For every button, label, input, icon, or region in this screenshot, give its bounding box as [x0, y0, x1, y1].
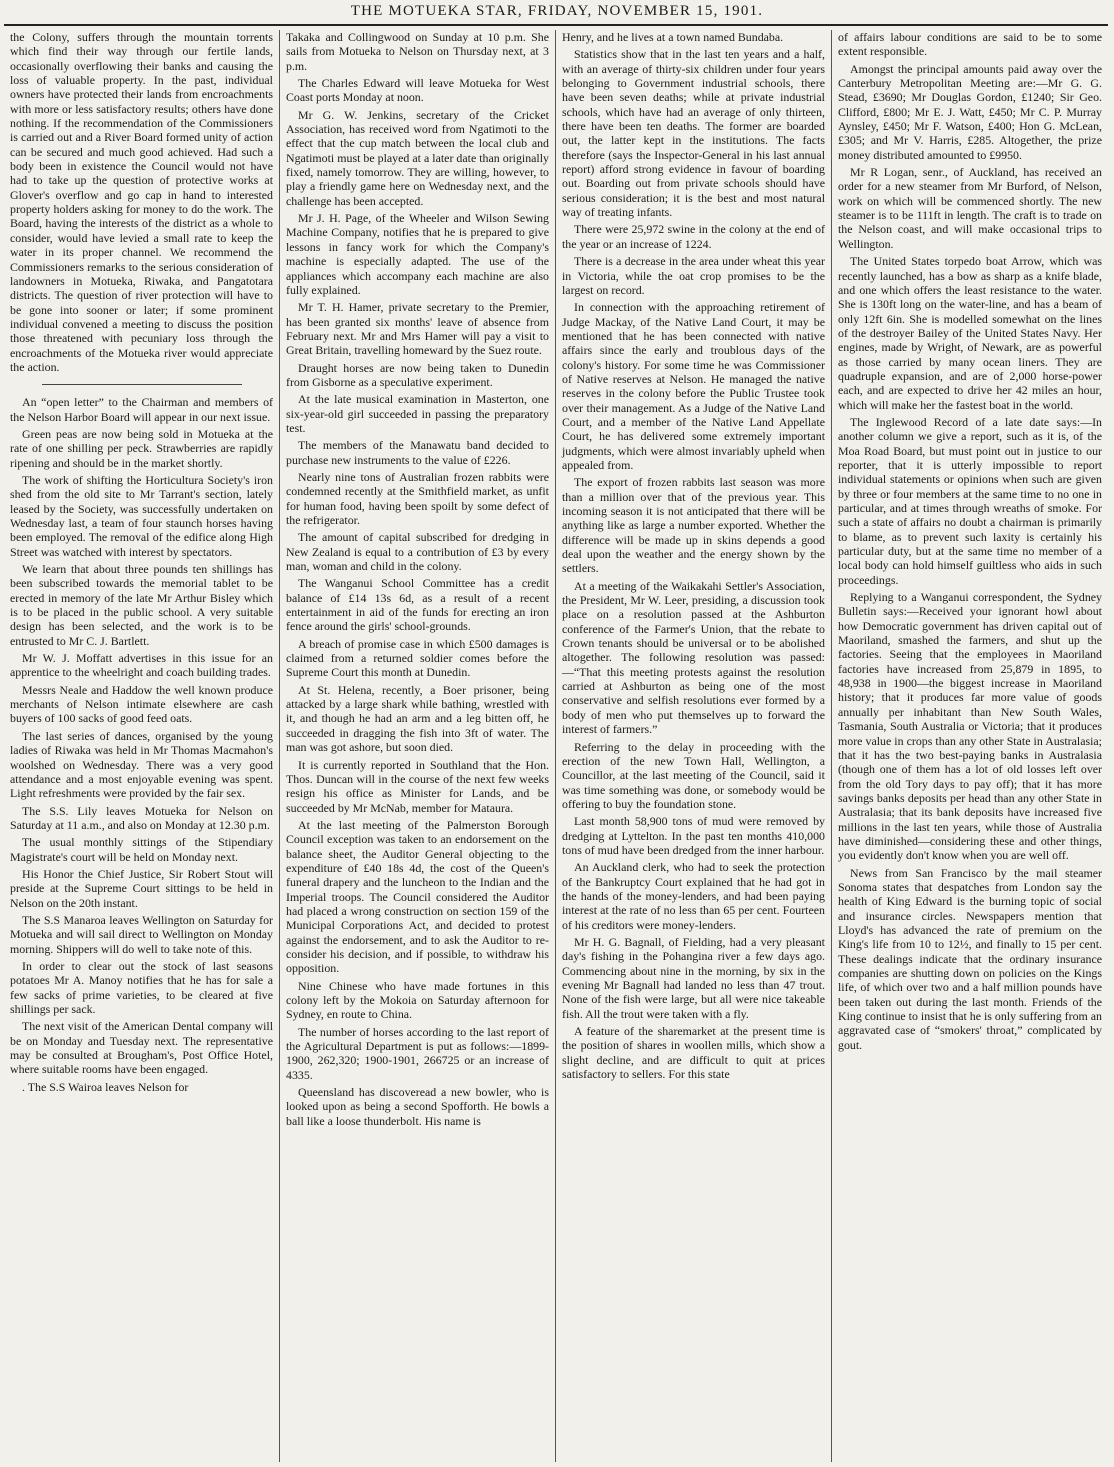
article-paragraph: The amount of capital subscribed for dredging in New Zealand is equal to a contribution of £3 by every man, woman and child in the colony. — [286, 530, 549, 574]
article-paragraph: Mr H. G. Bagnall, of Fielding, had a very pleasant day's fishing in the Pohangina river a few days ago. Commencing about nine in the morning, by six in the evening Mr Bagnall had landed no less than 47 trout. None of the fish were large, but all were nice takeable fish. All the trout were taken with a fly. — [562, 934, 825, 1021]
article-paragraph: Draught horses are now being taken to Dunedin from Gisborne as a speculative experiment. — [286, 360, 549, 389]
article-paragraph: Mr T. H. Hamer, private secretary to the Premier, has been granted six months' leave of absence from February next. Mr and Mrs Hamer will pay a visit to Great Britain, travelling homeward by the Suez route. — [286, 300, 549, 358]
article-paragraph: Statistics show that in the last ten years and a half, with an average of thirty-six children under four years belonging to Government industrial schools, there have been seven deaths; while at private industrial schools, which have had an average of only thirteen, there have been ten deaths. The former are boarded out, the latter kept in the institutions. The facts therefore (says the Inspector-General in his last annual report) afford strong evidence in favour of boarding out. Boarding out from private schools should have serious consideration; it is the best and most natural way of treating infants. — [562, 47, 825, 220]
column-4 — [832, 30, 1108, 1462]
article-paragraph: Mr W. J. Moffatt advertises in this issue for an apprentice to the wheelright and coach building trades. — [10, 651, 273, 680]
article-paragraph: The usual monthly sittings of the Stipendiary Magistrate's court will be held on Monday next. — [10, 835, 273, 864]
article-paragraph: . The S.S Wairoa leaves Nelson for — [22, 1079, 189, 1094]
article-paragraph: Mr J. H. Page, of the Wheeler and Wilson Sewing Machine Company, notifies that he is prepared to give lessons in fancy work for which the Company's machine is especially adapted. The use of the appliances which accompany each machine are also fully explained. — [286, 211, 549, 297]
article-paragraph: Takaka and Collingwood on Sunday at 10 p.m. She sails from Motueka to Nelson on Thursday next, at 3 p.m. — [286, 30, 549, 73]
article-paragraph: At the last meeting of the Palmerston Borough Council exception was taken to an endorsement on the balance sheet, the Auditor General objecting to the expenditure of £40 18s 4d, the cost of the Queen's funeral drapery and the luncheon to the Indian and the Imperial troops. The Council considered the Auditor had placed a wrong construction on section 159 of the Municipal Corporations Act, and decided to protest against the endorsement, and to ask the Auditor to re-consider his decision, and if possible, to withdraw his opposition. — [286, 817, 549, 976]
article-paragraph: Mr G. W. Jenkins, secretary of the Cricket Association, has received word from Ngatimoti to the effect that the cup match between the local club and Ngatimoti must be played at a later date than originally fixed, namely tomorrow. They are willing, however, to play a friendly game here on Wednesday next, and the challenge has been accepted. — [286, 107, 549, 208]
article-paragraph: There were 25,972 swine in the colony at the end of the year or an increase of 1224. — [562, 222, 825, 251]
article-paragraph: The Charles Edward will leave Motueka for West Coast ports Monday at noon. — [286, 76, 549, 105]
article-paragraph: In order to clear out the stock of last seasons potatoes Mr A. Manoy notifies that he has for sale a few sacks of prime varieties, to be cleared at five shillings per sack. — [10, 958, 273, 1016]
article-paragraph: There is a decrease in the area under wheat this year in Victoria, while the oat crop promises to be the largest on record. — [562, 254, 825, 297]
article-paragraph: A breach of promise case in which £500 damages is claimed from a returned soldier comes before the Supreme Court this month at Dunedin. — [286, 636, 549, 680]
column-2 — [280, 30, 556, 1462]
article-paragraph: The members of the Manawatu band decided to purchase new instruments to the value of £226. — [286, 438, 549, 467]
column-3 — [556, 30, 832, 1462]
article-paragraph: Mr R Logan, senr., of Auckland, has received an order for a new steamer from Mr Burford, of Nelson, work on which will be commenced shortly. The new steamer is to be 111ft in length. The craft is to trade on the Nelson coast, and will make occasional trips to Wellington. — [838, 165, 1102, 251]
header-rule — [4, 24, 1108, 26]
article-paragraph: The Inglewood Record of a late date says:—In another column we give a report, such as it is, of the Moa Road Board, but must point out in justice to our reporter, that it is utterly impossible to report individual statements or opinions when such are given by three or four members at the same time to no one in particular, and at times through wreaths of smoke. For such a state of affairs no doubt a chairman is primarily to blame, as to prevent such laxity is certainly his particular duty, but at the same time no member of a local body can hold himself guiltless who aids in such proceedings. — [838, 414, 1102, 587]
article-paragraph: Henry, and he lives at a town named Bundaba. — [562, 30, 784, 44]
article-paragraph: An Auckland clerk, who had to seek the protection of the Bankruptcy Court explained that he had got in the hands of the money-lenders, and had been paying interest at the rate of no less than 65 per cent. Fourteen of his creditors were money-lenders. — [562, 860, 825, 932]
article-paragraph: The United States torpedo boat Arrow, which was recently launched, has a bow as sharp as a knife blade, and one which offers the least resistance to the water. She is 130ft long on the water-line, and has a beam of only 12ft 6in. She is modelled somewhat on the lines of the destroyer Bailey of the United States Navy. Her engines, made by Wright, of Newark, are as powerful as those carried by many ocean liners. They are quadruple expansion, and are of 2,000 horse-power each, and are expected to drive her 42 miles an hour, which will make her the fastest boat in the world. — [838, 254, 1102, 412]
masthead — [0, 0, 1114, 24]
article-paragraph: Referring to the delay in proceeding with the erection of the new Town Hall, Wellington, a Councillor, at the last meeting of the Council, said it was time something was done, or somebody would be offering to buy the foundation stone. — [562, 739, 825, 811]
article-paragraph: Nearly nine tons of Australian frozen rabbits were condemned recently at the Smithfield market, as unfit for human food, having been spoilt by some defect of the refrigerator. — [286, 469, 549, 527]
column-1 — [4, 30, 280, 1462]
article-paragraph: At St. Helena, recently, a Boer prisoner, being attacked by a large shark while bathing, wrestled with it, and though he had an arm and a leg bitten off, he succeeded in dragging the fish into 3ft of water. The man was got ashore, but soon died. — [286, 682, 549, 755]
article-paragraph: The Wanganui School Committee has a credit balance of £14 13s 6d, as a result of a recent entertainment in aid of the funds for erecting an iron fence around the girls' school-grounds. — [286, 576, 549, 634]
article-paragraph: The next visit of the American Dental company will be on Monday and Tuesday next. The representative may be consulted at Brougham's, Post Office Hotel, where suitable rooms have been engaged. — [10, 1019, 273, 1077]
article-paragraph: The S.S Manaroa leaves Wellington on Saturday for Motueka and will sail direct to Wellington on Monday morning. Shippers will do well to take note of this. — [10, 912, 273, 956]
article-paragraph: It is currently reported in Southland that the Hon. Thos. Duncan will in the course of the next few weeks resign his office as Minister for Lands, and be succeeded by Mr McNab, member for Mataura. — [286, 757, 549, 815]
article-paragraph: of affairs labour conditions are said to be to some extent responsible. — [838, 30, 1102, 59]
article-paragraph: Queensland has discoveread a new bowler, who is looked upon as being a second Spofforth. He bowls a ball like a loose thunderbolt. His name is — [286, 1085, 549, 1128]
article-paragraph: News from San Francisco by the mail steamer Sonoma states that despatches from London say the health of King Edward is the burning topic of social and insurance circles. Newspapers mention that Lloyd's has advanced the rate of premium on the King's life from 10 to 12½, and finally to 15 per cent. These dealings indicate that the ordinary insurance companies are shutting down on policies on the Kings life, of which over two and a half million pounds have been taken out during the last month. Friends of the King continue to insist that he is only suffering from an aggravated case of “smokers' throat,” complicated by gout. — [838, 865, 1102, 1052]
article-paragraph: An “open letter” to the Chairman and members of the Nelson Harbor Board will appear in our next issue. — [10, 395, 273, 424]
article-paragraph: Green peas are now being sold in Motueka at the rate of one shilling per peck. Strawberries are rapidly ripening and should be in the market shortly. — [10, 426, 273, 470]
article-paragraph: Nine Chinese who have made fortunes in this colony left by the Mokoia on Saturday afternoon for Sydney, en route to China. — [286, 978, 549, 1022]
article-paragraph: The S.S. Lily leaves Motueka for Nelson on Saturday at 11 a.m., and also on Monday at 12.30 p.m. — [10, 803, 273, 832]
article-paragraph: The work of shifting the Horticultura Society's iron shed from the old site to Mr Tarrant's section, lately leased by the Society, was successfully undertaken on Wednesday last, a team of four staunch horses having been employed. The removal of the edifice along High Street was watched with interest by spectators. — [10, 472, 273, 559]
article-paragraph: The last series of dances, organised by the young ladies of Riwaka was held in Mr Thomas Macmahon's woolshed on Wednesday. There was a very good attendance and a most enjoyable evening was spent. Light refreshments were provided by the fair sex. — [10, 728, 273, 801]
article-paragraph: At the late musical examination in Masterton, one six-year-old girl succeeded in passing the preparatory test. — [286, 392, 549, 435]
article-paragraph: Amongst the principal amounts paid away over the Canterbury Metropolitan Meeting are:—Mr G. G. Stead, £3690; Mr Douglas Gordon, £1240; Sir Geo. Clifford, £800; Mr E. J. Watt, £450; Mr C. P. Murray Aynsley, £450; Mr F. Watson, £400; Hon G. McLean, £305; and Mr V. Harris, £285. Altogether, the prize money distributed amounted to £9950. — [838, 61, 1102, 162]
article-paragraph: A feature of the sharemarket at the present time is the position of shares in woollen mills, which show a slight decline, and are difficult to quit at prices satisfactory to sellers. For this state — [562, 1024, 825, 1082]
article-paragraph: Last month 58,900 tons of mud were removed by dredging at Lyttelton. In the past ten months 410,000 tons of mud have been dredged from the inner harbour. — [562, 814, 825, 857]
article-paragraph: The number of horses according to the last report of the Agricultural Department is put as follows:—1899-1900, 262,320; 1900-1901, 266725 or an increase of 4335. — [286, 1024, 549, 1082]
article-paragraph: At a meeting of the Waikakahi Settler's Association, the President, Mr W. Leer, presiding, a discussion took place on a resolution passed at the Ashburton conference of the Farmer's Union, that the rebate to Crown tenants should be universal or to be abolished altogether. The following resolution was passed:—“That this meeting protests against the resolution carried at Ashburton as being one of the most conservative and selfish resolutions ever formed by a body of men who put themselves up to forward the interest of farmers.” — [562, 578, 825, 737]
article-paragraph: Replying to a Wanganui correspondent, the Sydney Bulletin says:—Received your ignorant howl about how Democratic government has driven capital out of Maoriland, smashed the farmers, and shut up the factories. Seeing that the employees in Maoriland factories have increased from 25,879 in 1895, to 48,938 in 1900—the biggest increase in Maoriland history; that it produces far more value of goods annually per inhabitant than New South Wales, Tasmania, South Australia or Victoria; that it produces more value in crops than any other State in Australasia; that it has the two best-paying banks in Australasia (though one of them has a lot of old losses left over from the old Tory days to pay off); that it has more savings banks deposits per head than any other State in Australasia; that its bank deposits have increased five millions in the last ten years, while those of Australia have diminished—considering these and other things, you evidently don't know when you are well off. — [838, 590, 1102, 863]
article-columns — [4, 30, 1108, 1462]
article-paragraph: Messrs Neale and Haddow the well known produce merchants of Nelson intimate elsewhere are cash buyers of 100 sacks of good feed oats. — [10, 682, 273, 726]
article-paragraph: In connection with the approaching retirement of Judge Mackay, of the Native Land Court, it may be mentioned that he has been connected with native affairs since the early and troublous days of the colony's history. For some time he was Commissioner of Native reserves at Nelson. He managed the native reserves in the colony before the Public Trustee took over their management. As a Judge of the Native Land Court, and a member of the Native Land Appellate Court, he has delivered some extremely important judgments, which were almost invariably upheld when appealed from. — [562, 300, 825, 472]
article-paragraph: the Colony, suffers through the mountain torrents which find their way through our fertile lands, occasionally overflowing their banks and causing the loss of valuable property. In the past, individual owners have protected their lands from encroachments with more or less satisfactory results; others have done nothing. If the recommendation of the Commissioners is carried out and a River Board formed unity of action can be secured and much good achieved. Had such a body been in existence the Council would not have had to take up the question of protective works at Glover's overflow and go cap in hand to interested property holders asking for money to do the work. The Board, having the interests of the district as a whole to consider, would have levied a small rate to keep the water in its proper channel. We recommend the Commissioners remarks to the serious consideration of landowners in Motueka, Riwaka, and Pangatotara districts. The question of river protection will have to be gone into sooner or later; if some prominent individual convened a meeting to discuss the position those threatened with pecuniary loss through the encroachments of the Motueka river would appreciate the action. — [10, 30, 273, 374]
section-divider — [42, 384, 242, 385]
article-paragraph: The export of frozen rabbits last season was more than a million over that of the previous year. This incoming season it is not anticipated that there will be anything like as large a number exported. Whether the difference will be made up in skins depends a good deal upon the weather and the energy shown by the settlers. — [562, 475, 825, 576]
article-paragraph: His Honor the Chief Justice, Sir Robert Stout will preside at the Supreme Court sittings to be held in Nelson on the 20th instant. — [10, 866, 273, 910]
article-paragraph: We learn that about three pounds ten shillings has been subscribed towards the memorial tablet to be erected in memory of the late Mr Arthur Bisley which is to be placed in the public school. A very suitable design has been selected, and the work is to be entrusted to Mr C. J. Bartlett. — [10, 562, 273, 648]
newspaper-header-title: THE MOTUEKA STAR, FRIDAY, NOVEMBER 15, 1901. — [350, 3, 764, 19]
